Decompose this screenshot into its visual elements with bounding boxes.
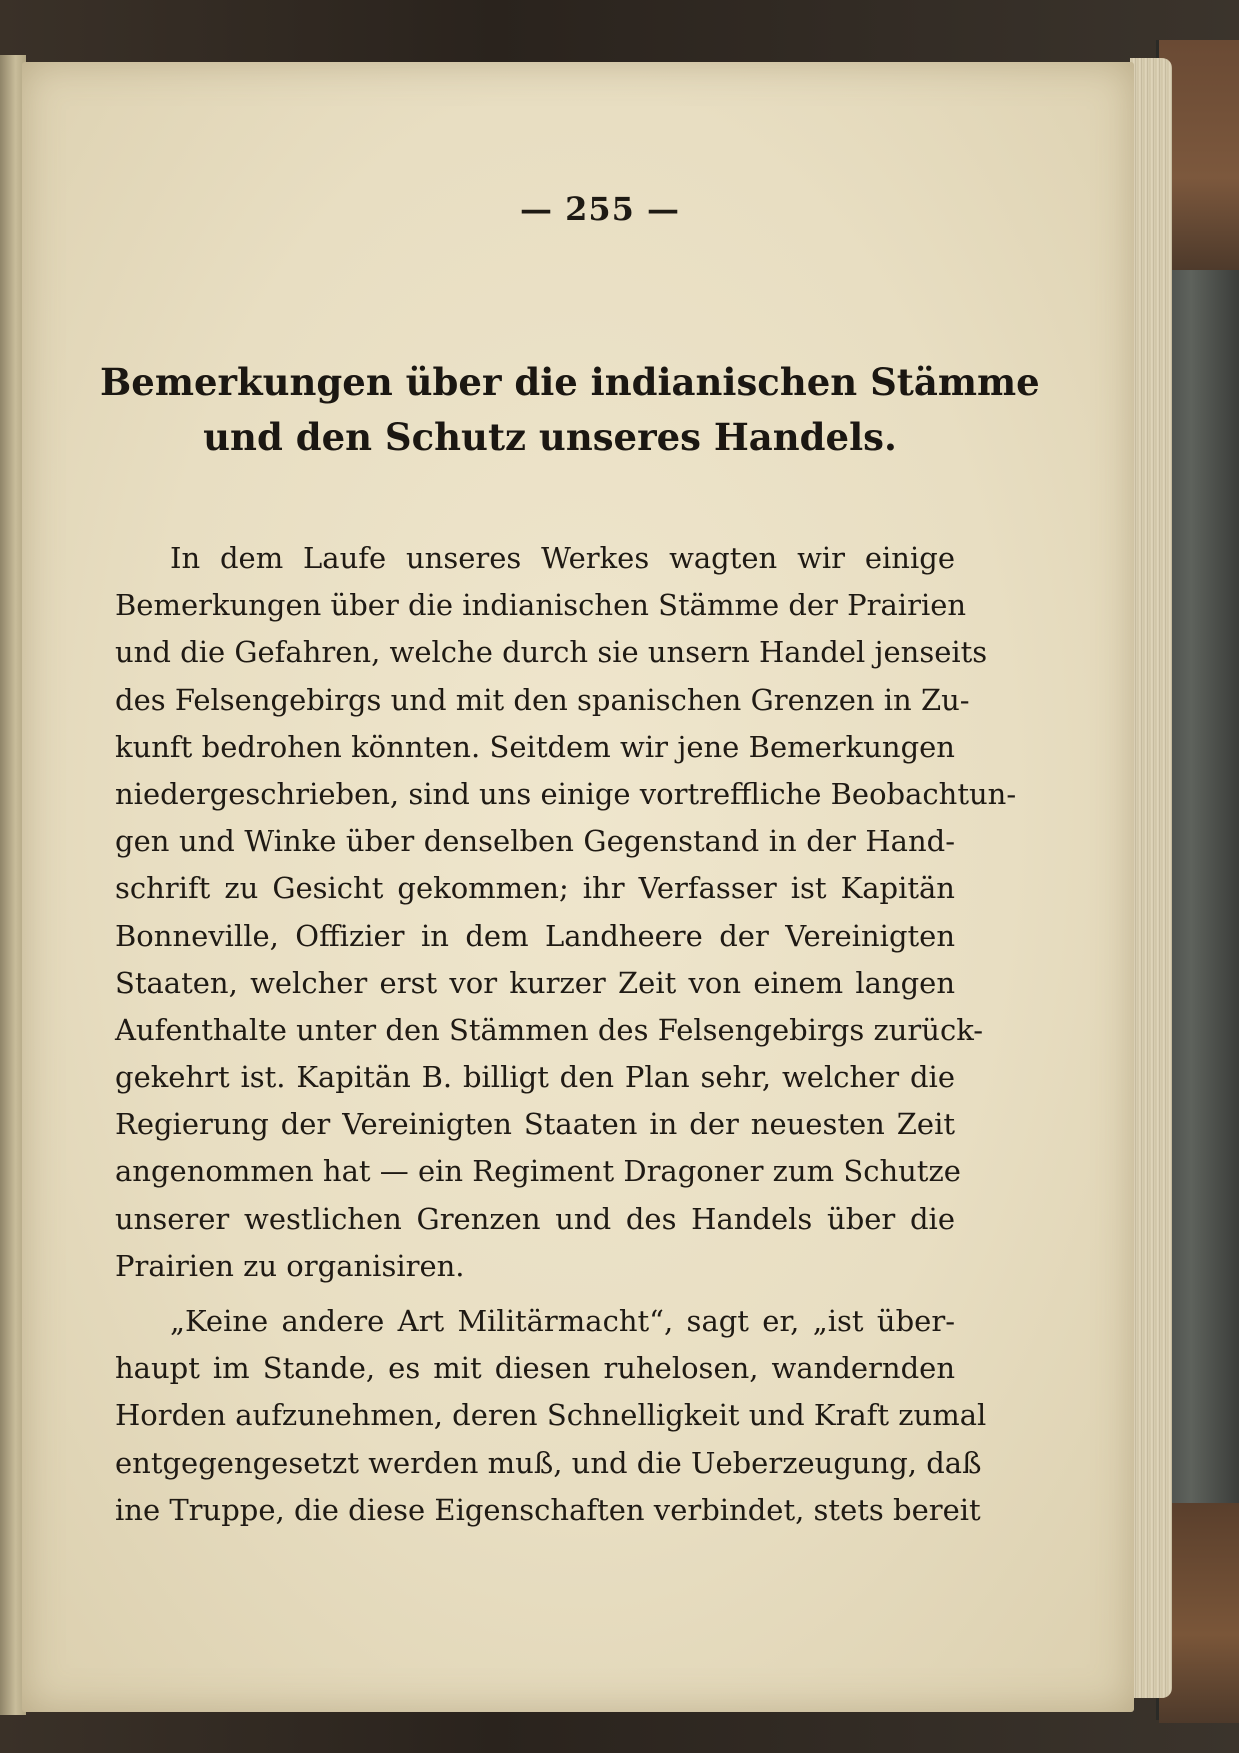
- text-line: Bonneville, Offizier in dem Landheere der Vereinigten: [115, 918, 955, 953]
- paragraph-1: [115, 535, 1017, 1290]
- page-edges: [1130, 58, 1172, 1698]
- text-line: unserer westlichen Grenzen und des Handels über die: [115, 1201, 955, 1236]
- text-line: niedergeschrieben, sind uns einige vortreffliche Beobachtun-: [115, 776, 1017, 811]
- page-number: — 255 —: [519, 190, 681, 228]
- body-text: [115, 535, 1017, 1534]
- text-line: und die Gefahren, welche durch sie unsern Handel jenseits: [115, 635, 988, 670]
- text-line: „Keine andere Art Militärmacht“, sagt er, „ist über-: [170, 1304, 955, 1338]
- text-line: schrift zu Gesicht gekommen; ihr Verfasser ist Kapitän: [115, 871, 955, 906]
- text-line: Bemerkungen über die indianischen Stämme der Prairien: [115, 588, 967, 623]
- text-line: gekehrt ist. Kapitän B. billigt den Plan sehr, welcher die: [115, 1060, 955, 1095]
- text-line: entgegengesetzt werden muß, und die Ueberzeugung, daß: [115, 1445, 982, 1480]
- text-line: ine Truppe, die diese Eigenschaften verbindet, stets bereit: [115, 1492, 981, 1527]
- text-line: Prairien zu organisiren.: [115, 1248, 465, 1283]
- chapter-heading: [100, 355, 1040, 465]
- text-line: Regierung der Vereinigten Staaten in der neuesten Zeit: [115, 1107, 955, 1142]
- text-line: des Felsengebirgs und mit den spanischen Grenzen in Zu-: [115, 682, 970, 717]
- paragraph-gap: [115, 1290, 955, 1298]
- text-line: kunft bedrohen könnten. Seitdem wir jene Bemerkungen: [115, 729, 955, 764]
- heading-line-2: und den Schutz unseres Handels.: [203, 415, 897, 459]
- text-line: Horden aufzunehmen, deren Schnelligkeit und Kraft zumal: [115, 1398, 987, 1433]
- text-line: In dem Laufe unseres Werkes wagten wir einige: [170, 541, 955, 575]
- text-line: gen und Winke über denselben Gegenstand in der Hand-: [115, 824, 955, 859]
- text-line: haupt im Stande, es mit diesen ruhelosen, wandernden: [115, 1351, 955, 1386]
- text-line: Staaten, welcher erst vor kurzer Zeit von einem langen: [115, 965, 955, 1000]
- heading-line-1: Bemerkungen über die indianischen Stämme: [100, 360, 1040, 404]
- text-line: angenommen hat — ein Regiment Dragoner zum Schutze: [115, 1154, 961, 1189]
- paragraph-2: [115, 1298, 987, 1534]
- text-line: Aufenthalte unter den Stämmen des Felsengebirgs zurück-: [115, 1012, 984, 1047]
